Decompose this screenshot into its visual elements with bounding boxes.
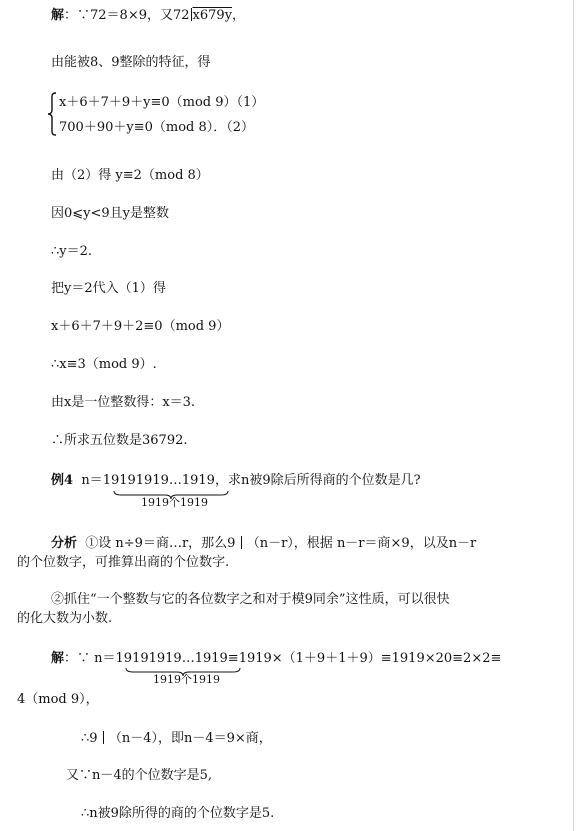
text-run: ，求n被9除后所得商的个位数是几? — [214, 473, 421, 488]
divides-bar — [103, 731, 104, 744]
text-line-8: 把y＝2代入（1）得 — [51, 281, 166, 296]
text-line-9: x＋6＋7＋9＋2≡0（mod 9） — [51, 319, 230, 334]
congruence-2: 700＋90＋y≡0（mod 8）．（2） — [59, 120, 255, 135]
solution-2-line-4: 又∵n－4的个位数字是5, — [66, 768, 213, 783]
divides-bar — [241, 536, 242, 549]
solution-2-line-2: 4（mod 9）， — [17, 692, 99, 707]
analysis-label: 分析 — [51, 536, 78, 551]
solution-line-1 — [51, 8, 245, 24]
text-line-10: ∴x≡3（mod 9）. — [51, 357, 157, 372]
text-run: ， — [232, 8, 246, 23]
divides-bar — [191, 8, 192, 21]
text-run: ：∵ n＝ — [64, 651, 116, 666]
overlined-number: x679y — [192, 8, 233, 23]
text-run: （n－4），即n－4＝9×商， — [108, 731, 272, 746]
example-4-line — [51, 473, 421, 489]
analysis-line-2: 的个位数字，可推算出商的个位数字. — [17, 555, 230, 570]
example-label: 例4 — [51, 473, 74, 488]
solution-label: 解 — [51, 651, 65, 666]
solution-2-line-5: ∴n被9除所得的商的个位数字是5. — [81, 806, 275, 821]
repeated-number: 19191919…1919 — [102, 473, 215, 488]
analysis-line-4: 的化大数为小数. — [17, 611, 113, 626]
solution-2-line-3 — [81, 731, 272, 747]
page-right-divider — [573, 0, 574, 831]
analysis-line-3: ②抓住“一个整数与它的各位数字之和对于模9同余”这性质，可以很快 — [51, 592, 450, 607]
underbrace-label: 1919个1919 — [141, 496, 208, 509]
text-run: ≡1919×（1＋9＋1＋9）≡1919×20≡2×2≡ — [227, 651, 502, 666]
text-line-2: 由能被8、9整除的特征，得 — [51, 55, 211, 70]
repeated-number: 19191919…1919 — [115, 651, 228, 666]
solution-2-line-1 — [51, 651, 501, 667]
congruence-1: x＋6＋7＋9＋y≡0（mod 9）（1） — [59, 95, 265, 110]
text-line-12: ∴所求五位数是36792. — [51, 433, 188, 448]
text-run: ∴9 — [81, 731, 98, 746]
text-line-7: ∴y＝2. — [51, 244, 93, 259]
text-run: （n－r），根据 n－r＝商×9，以及n－r — [246, 536, 477, 551]
text-run: ①设 n÷9＝商…r，那么9 — [85, 536, 236, 551]
text-run: n＝ — [81, 473, 103, 488]
text-line-6: 因0⩽y<9且y是整数 — [51, 206, 170, 221]
text-line-11: 由x是一位整数得：x＝3. — [51, 395, 196, 410]
underbrace-label: 1919个1919 — [153, 673, 220, 686]
left-brace-icon — [47, 92, 57, 136]
text-run: ：∵72＝8×9，又72 — [64, 8, 190, 23]
analysis-line-1 — [51, 536, 476, 552]
text-line-5: 由（2）得 y≡2（mod 8） — [51, 168, 209, 183]
solution-label: 解 — [51, 8, 65, 23]
